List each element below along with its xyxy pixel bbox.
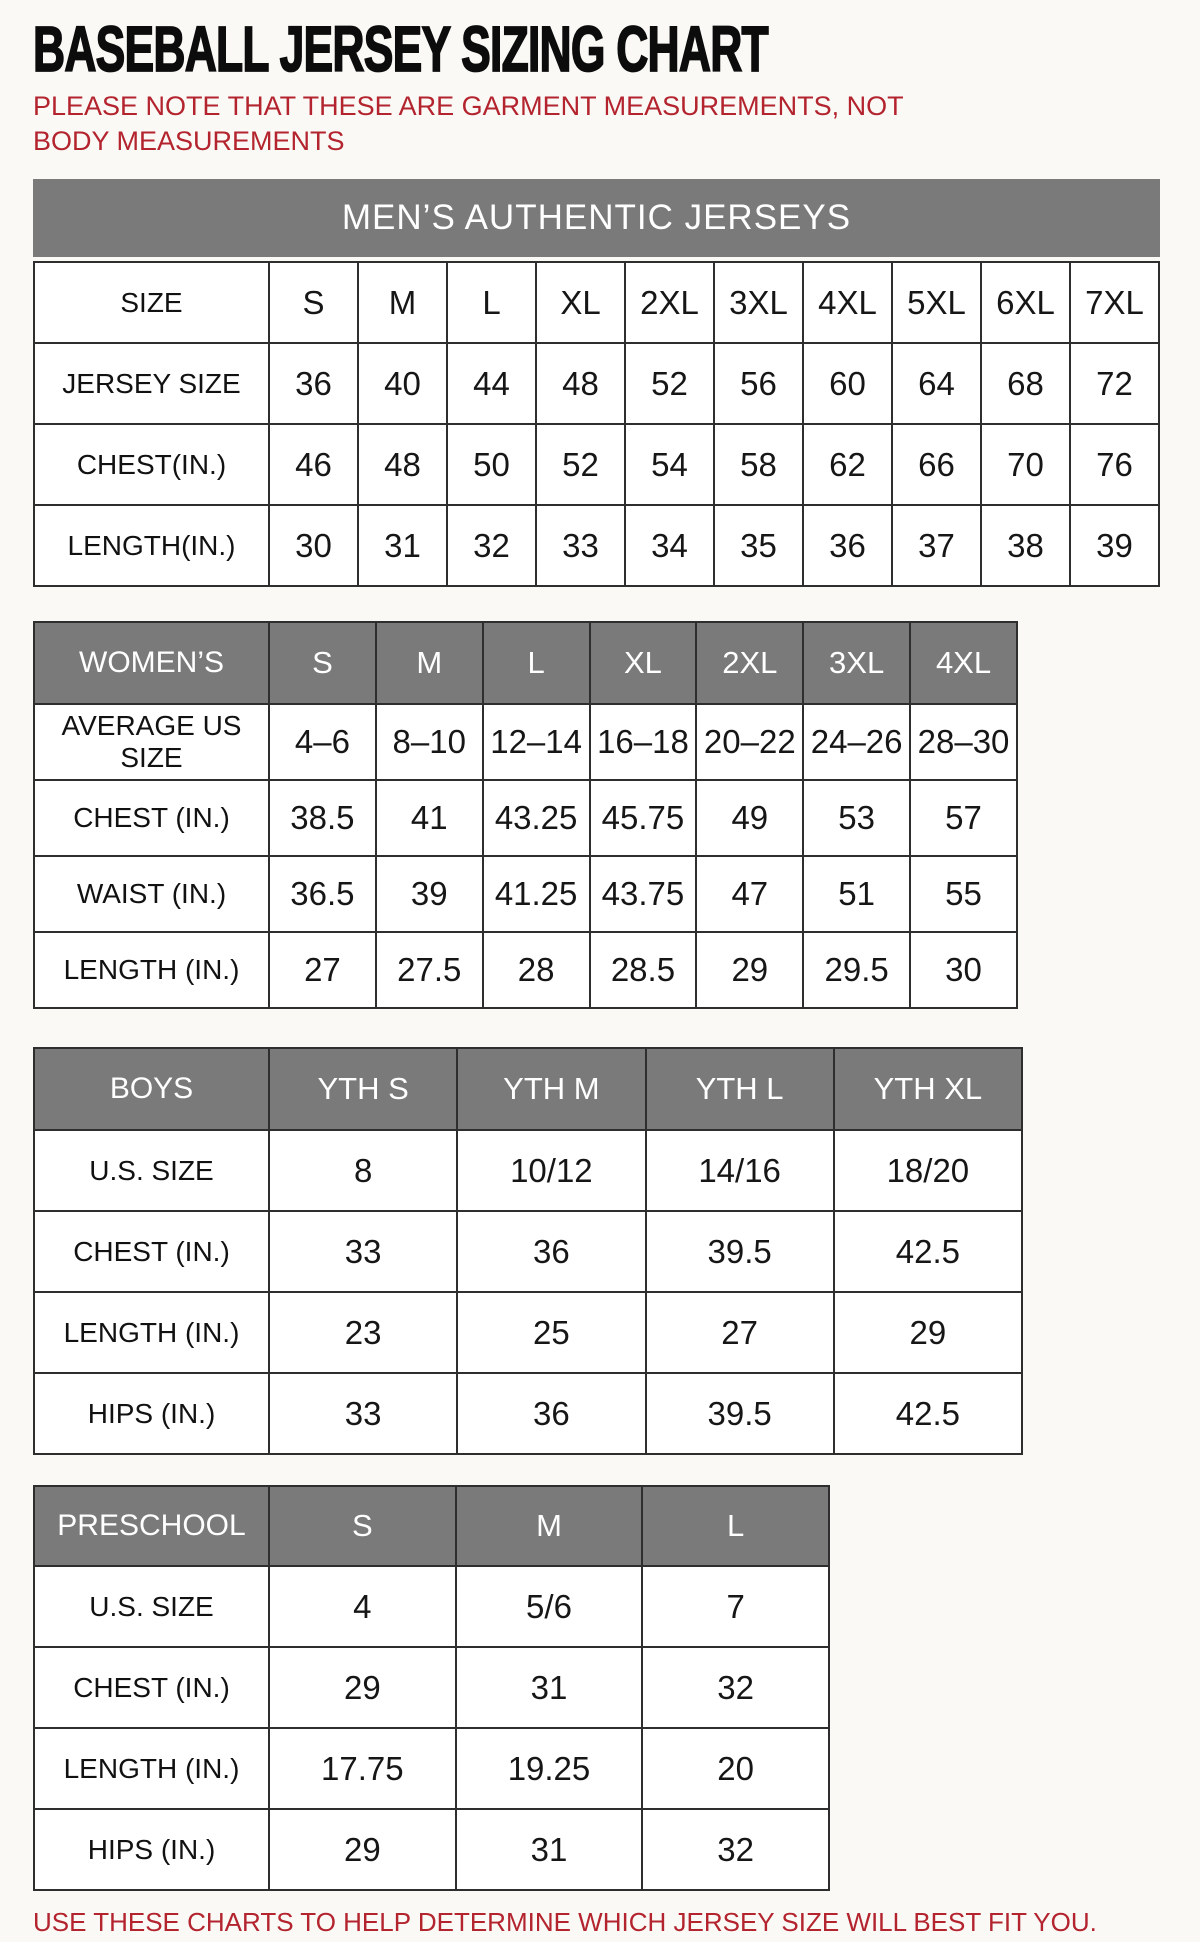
data-cell: 7XL	[1070, 262, 1159, 343]
data-cell: 38	[981, 505, 1070, 586]
womens-sizing-table	[33, 621, 1018, 1009]
data-cell: 76	[1070, 424, 1159, 505]
data-cell: 39	[376, 856, 483, 932]
table-row	[34, 1130, 1022, 1211]
row-label: JERSEY SIZE	[34, 343, 269, 424]
data-cell: 39.5	[646, 1373, 834, 1454]
data-cell: 47	[696, 856, 803, 932]
table-row	[34, 932, 1017, 1008]
data-cell: 12–14	[483, 704, 590, 780]
data-cell: 28.5	[590, 932, 697, 1008]
data-cell: 29	[269, 1809, 456, 1890]
row-label: HIPS (IN.)	[34, 1373, 269, 1454]
data-cell: 54	[625, 424, 714, 505]
data-cell: 36	[269, 343, 358, 424]
table-row	[34, 780, 1017, 856]
data-cell: 27.5	[376, 932, 483, 1008]
table-row	[34, 1373, 1022, 1454]
data-cell: 7	[642, 1566, 829, 1647]
data-cell: 64	[892, 343, 981, 424]
table-row	[34, 1647, 829, 1728]
garment-measurement-note: PLEASE NOTE THAT THESE ARE GARMENT MEASUREMENTS, NOT BODY MEASUREMENTS	[33, 91, 904, 157]
data-cell: 37	[892, 505, 981, 586]
data-cell: 44	[447, 343, 536, 424]
header-cell: 3XL	[803, 622, 910, 704]
data-cell: 52	[625, 343, 714, 424]
table-row	[34, 856, 1017, 932]
data-cell: 5/6	[456, 1566, 643, 1647]
womens-section	[33, 621, 1167, 1009]
row-label: HIPS (IN.)	[34, 1809, 269, 1890]
data-cell: 70	[981, 424, 1070, 505]
header-cell: YTH S	[269, 1048, 457, 1130]
data-cell: M	[358, 262, 447, 343]
data-cell: 4	[269, 1566, 456, 1647]
data-cell: 62	[803, 424, 892, 505]
data-cell: 58	[714, 424, 803, 505]
mens-sizing-table	[33, 261, 1160, 587]
data-cell: 31	[456, 1647, 643, 1728]
row-label: WAIST (IN.)	[34, 856, 269, 932]
data-cell: 29	[834, 1292, 1022, 1373]
data-cell: 36	[457, 1373, 645, 1454]
data-cell: 29	[696, 932, 803, 1008]
mens-banner: MEN’S AUTHENTIC JERSEYS	[33, 179, 1160, 257]
header-cell: 2XL	[696, 622, 803, 704]
data-cell: 43.25	[483, 780, 590, 856]
table-row	[34, 704, 1017, 780]
header-cell: YTH M	[457, 1048, 645, 1130]
row-label: CHEST (IN.)	[34, 780, 269, 856]
row-label: LENGTH(IN.)	[34, 505, 269, 586]
data-cell: 52	[536, 424, 625, 505]
data-cell: 4XL	[803, 262, 892, 343]
data-cell: 39	[1070, 505, 1159, 586]
data-cell: 43.75	[590, 856, 697, 932]
preschool-sizing-table	[33, 1485, 830, 1891]
data-cell: 34	[625, 505, 714, 586]
data-cell: 45.75	[590, 780, 697, 856]
data-cell: 27	[269, 932, 376, 1008]
data-cell: 32	[447, 505, 536, 586]
table-row	[34, 262, 1159, 343]
data-cell: 41.25	[483, 856, 590, 932]
row-label: CHEST (IN.)	[34, 1647, 269, 1728]
header-row	[34, 1048, 1022, 1130]
data-cell: 29.5	[803, 932, 910, 1008]
row-label: CHEST(IN.)	[34, 424, 269, 505]
header-cell: YTH L	[646, 1048, 834, 1130]
header-row	[34, 1486, 829, 1566]
row-label: PRESCHOOL	[34, 1486, 269, 1566]
table-row	[34, 1728, 829, 1809]
data-cell: 5XL	[892, 262, 981, 343]
footer-text: USE THESE CHARTS TO HELP DETERMINE WHICH JERSEY SIZE WILL BEST FIT YOU.	[33, 1907, 1097, 1938]
data-cell: 3XL	[714, 262, 803, 343]
row-label: AVERAGE US SIZE	[34, 704, 269, 780]
row-label: SIZE	[34, 262, 269, 343]
data-cell: L	[447, 262, 536, 343]
row-label: U.S. SIZE	[34, 1566, 269, 1647]
data-cell: 35	[714, 505, 803, 586]
data-cell: 49	[696, 780, 803, 856]
table-row	[34, 1566, 829, 1647]
data-cell: 20	[642, 1728, 829, 1809]
header-cell: L	[483, 622, 590, 704]
table-row	[34, 1292, 1022, 1373]
data-cell: 42.5	[834, 1211, 1022, 1292]
preschool-section	[33, 1485, 1167, 1891]
data-cell: 53	[803, 780, 910, 856]
row-label: BOYS	[34, 1048, 269, 1130]
data-cell: 56	[714, 343, 803, 424]
data-cell: 2XL	[625, 262, 714, 343]
data-cell: 14/16	[646, 1130, 834, 1211]
header-cell: YTH XL	[834, 1048, 1022, 1130]
data-cell: XL	[536, 262, 625, 343]
data-cell: 29	[269, 1647, 456, 1728]
header-cell: M	[456, 1486, 643, 1566]
header-cell: S	[269, 622, 376, 704]
data-cell: 31	[358, 505, 447, 586]
data-cell: 40	[358, 343, 447, 424]
data-cell: 8–10	[376, 704, 483, 780]
table-row	[34, 1211, 1022, 1292]
data-cell: 36	[457, 1211, 645, 1292]
row-label: U.S. SIZE	[34, 1130, 269, 1211]
data-cell: 4–6	[269, 704, 376, 780]
data-cell: 17.75	[269, 1728, 456, 1809]
data-cell: 72	[1070, 343, 1159, 424]
data-cell: 39.5	[646, 1211, 834, 1292]
data-cell: 32	[642, 1647, 829, 1728]
data-cell: 36	[803, 505, 892, 586]
data-cell: 48	[358, 424, 447, 505]
data-cell: 57	[910, 780, 1017, 856]
header-cell: 4XL	[910, 622, 1017, 704]
data-cell: 33	[269, 1211, 457, 1292]
row-label: LENGTH (IN.)	[34, 932, 269, 1008]
header-cell: M	[376, 622, 483, 704]
table-row	[34, 1809, 829, 1890]
data-cell: 24–26	[803, 704, 910, 780]
data-cell: 18/20	[834, 1130, 1022, 1211]
data-cell: 23	[269, 1292, 457, 1373]
data-cell: 36.5	[269, 856, 376, 932]
data-cell: 19.25	[456, 1728, 643, 1809]
table-row	[34, 343, 1159, 424]
table-row	[34, 424, 1159, 505]
data-cell: 30	[910, 932, 1017, 1008]
data-cell: 16–18	[590, 704, 697, 780]
data-cell: 25	[457, 1292, 645, 1373]
data-cell: S	[269, 262, 358, 343]
table-row	[34, 505, 1159, 586]
page-title	[33, 14, 1167, 86]
data-cell: 50	[447, 424, 536, 505]
boys-sizing-table	[33, 1047, 1023, 1455]
data-cell: 41	[376, 780, 483, 856]
data-cell: 42.5	[834, 1373, 1022, 1454]
data-cell: 60	[803, 343, 892, 424]
header-cell: S	[269, 1486, 456, 1566]
boys-section	[33, 1047, 1167, 1455]
data-cell: 8	[269, 1130, 457, 1211]
data-cell: 31	[456, 1809, 643, 1890]
header-row	[34, 622, 1017, 704]
data-cell: 30	[269, 505, 358, 586]
data-cell: 55	[910, 856, 1017, 932]
data-cell: 33	[536, 505, 625, 586]
data-cell: 51	[803, 856, 910, 932]
page-title-text: BASEBALL JERSEY SIZING CHART	[33, 14, 768, 86]
data-cell: 10/12	[457, 1130, 645, 1211]
data-cell: 32	[642, 1809, 829, 1890]
data-cell: 38.5	[269, 780, 376, 856]
row-label: CHEST (IN.)	[34, 1211, 269, 1292]
data-cell: 28–30	[910, 704, 1017, 780]
data-cell: 28	[483, 932, 590, 1008]
row-label: LENGTH (IN.)	[34, 1728, 269, 1809]
data-cell: 6XL	[981, 262, 1070, 343]
data-cell: 46	[269, 424, 358, 505]
header-cell: L	[642, 1486, 829, 1566]
data-cell: 68	[981, 343, 1070, 424]
row-label: LENGTH (IN.)	[34, 1292, 269, 1373]
row-label: WOMEN’S	[34, 622, 269, 704]
data-cell: 27	[646, 1292, 834, 1373]
data-cell: 20–22	[696, 704, 803, 780]
data-cell: 66	[892, 424, 981, 505]
header-cell: XL	[590, 622, 697, 704]
data-cell: 48	[536, 343, 625, 424]
mens-section	[33, 179, 1167, 587]
data-cell: 33	[269, 1373, 457, 1454]
